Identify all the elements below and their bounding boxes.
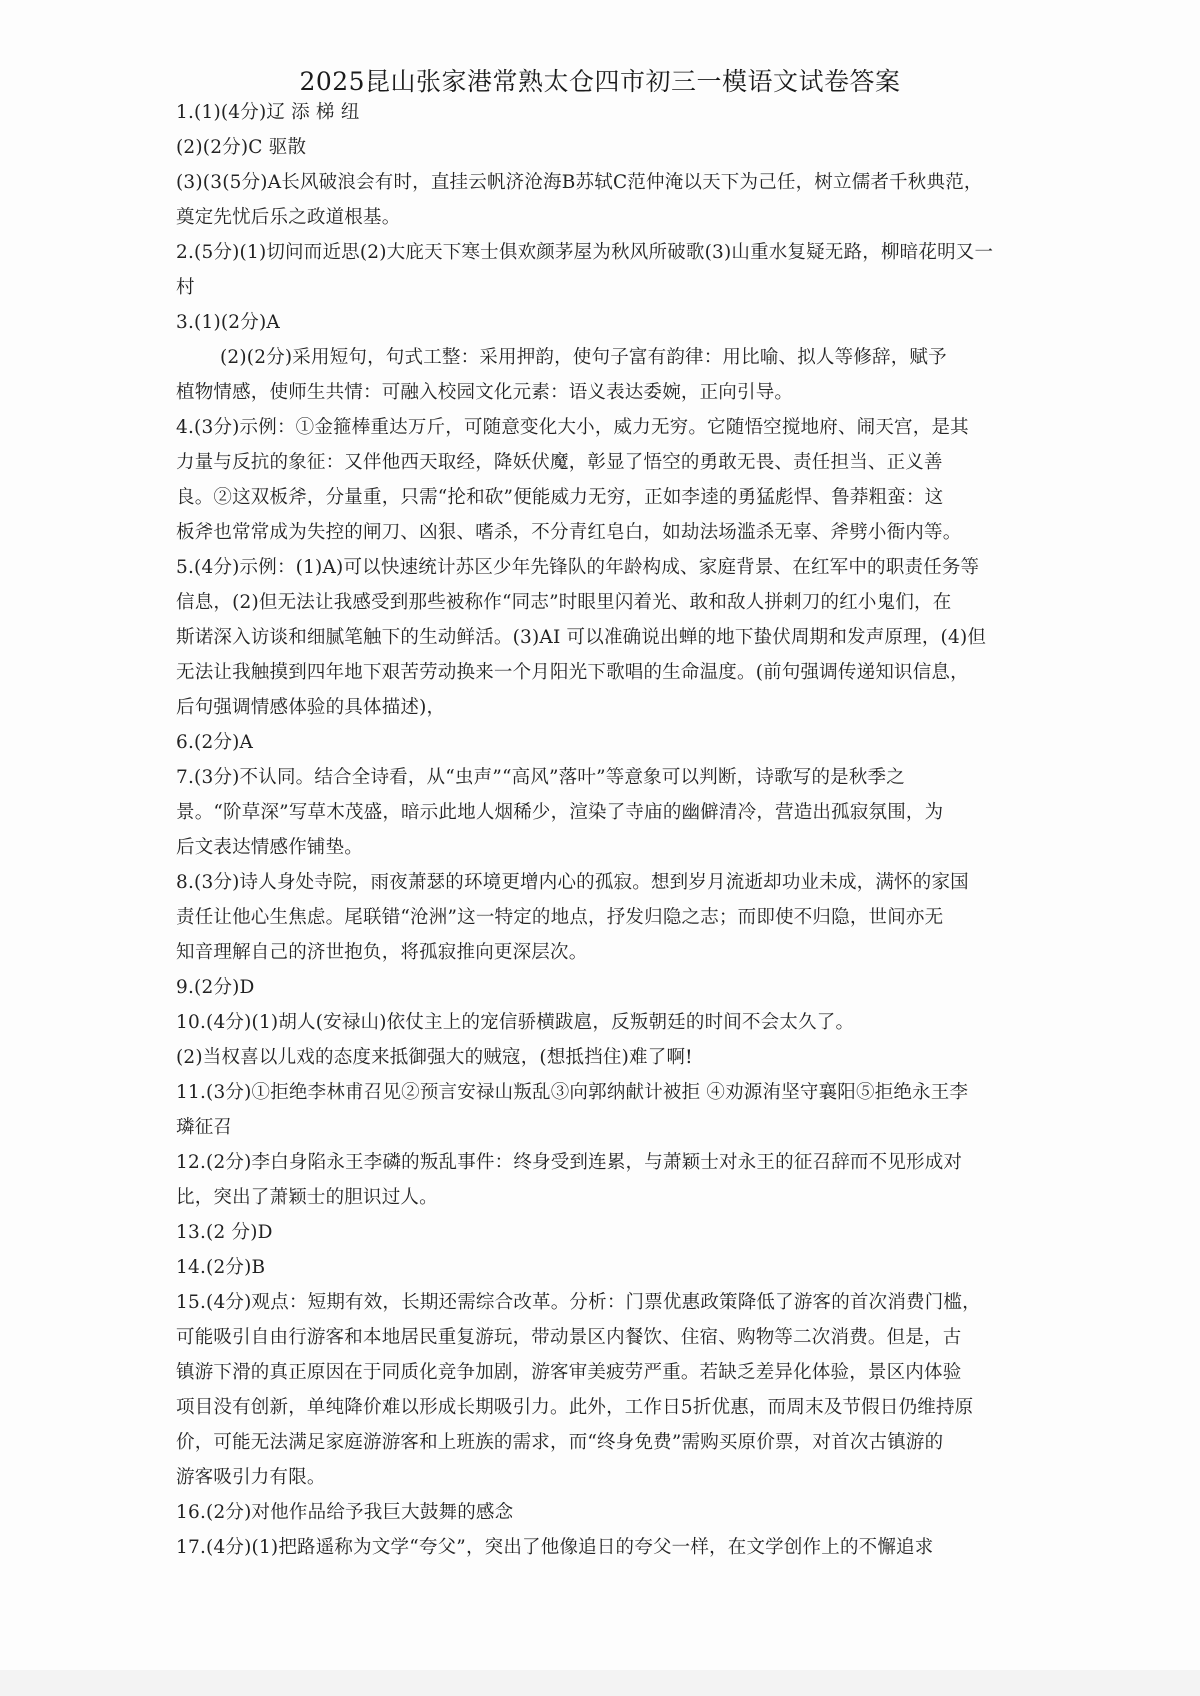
text-line: 责任让他心生焦虑。尾联错“沧洲”这一特定的地点，抒发归隐之志；而即使不归隐，世间亦无 bbox=[176, 907, 944, 928]
text-line: 植物情感，使师生共情：可融入校园文化元素：语义表达委婉，正向引导。 bbox=[176, 382, 794, 403]
text-line: 游客吸引力有限。 bbox=[176, 1467, 326, 1488]
text-line: (2)(2分)采用短句，句式工整：采用押韵，使句子富有韵律：用比喻、拟人等修辞，赋予 bbox=[220, 347, 947, 368]
text-line: 3.(1)(2分)A bbox=[176, 312, 280, 333]
text-line: (2)(2分)C 驱散 bbox=[176, 137, 307, 158]
text-line: 价，可能无法满足家庭游游客和上班族的需求，而“终身免费”需购买原价票，对首次古镇游的 bbox=[176, 1432, 944, 1453]
text-line: 14.(2分)B bbox=[176, 1257, 266, 1278]
text-line: 5.(4分)示例：(1)A)可以快速统计苏区少年先锋队的年龄构成、家庭背景、在红军中的职责任务等 bbox=[176, 557, 980, 578]
text-line: 景。“阶草深”写草木茂盛，暗示此地人烟稀少，渲染了寺庙的幽僻清冷，营造出孤寂氛围，为 bbox=[176, 802, 944, 823]
text-line: 无法让我触摸到四年地下艰苦劳动换来一个月阳光下歌唱的生命温度。(前句强调传递知识信息， bbox=[176, 662, 969, 683]
text-line: 板斧也常常成为失控的闸刀、凶狠、嗜杀，不分青红皂白，如劫法场滥杀无辜、斧劈小衙内等。 bbox=[176, 522, 962, 543]
text-line: 4.(3分)示例：①金箍棒重达万斤，可随意变化大小，威力无穷。它随悟空搅地府、闹天宫，是其 bbox=[176, 417, 969, 438]
text-line: 7.(3分)不认同。结合全诗看，从“虫声”“高风”落叶”等意象可以判断，诗歌写的是秋季之 bbox=[176, 767, 905, 788]
text-line: 11.(3分)①拒绝李林甫召见②预言安禄山叛乱③向郭纳献计被拒 ④劝源洧坚守襄阳⑤拒绝永王李 bbox=[176, 1082, 969, 1103]
text-line: 信息，(2)但无法让我感受到那些被称作“同志”时眼里闪着光、敢和敌人拼刺刀的红小鬼们，在 bbox=[176, 592, 952, 613]
text-line: 1.(1)(4分)辽 添 梯 纽 bbox=[176, 102, 360, 123]
text-line: 项目没有创新，单纯降价难以形成长期吸引力。此外，工作日5折优惠，而周末及节假日仍维持原 bbox=[176, 1397, 974, 1418]
text-line: 力量与反抗的象征：又伴他西天取经，降妖伏魔，彰显了悟空的勇敢无畏、责任担当、正义善 bbox=[176, 452, 943, 473]
text-line: 比，突出了萧颖士的胆识过人。 bbox=[176, 1187, 438, 1208]
text-line: 13.(2 分)D bbox=[176, 1222, 273, 1243]
text-line: 斯诺深入访谈和细腻笔触下的生动鲜活。(3)AI 可以准确说出蝉的地下蛰伏周期和发声原理，(4)但 bbox=[176, 627, 987, 648]
text-line: 6.(2分)A bbox=[176, 732, 254, 753]
text-line: 璘征召 bbox=[176, 1117, 233, 1138]
document-title: 2025昆山张家港常熟太仓四市初三一模语文试卷答案 bbox=[299, 67, 901, 96]
text-line: 奠定先忧后乐之政道根基。 bbox=[176, 207, 401, 228]
text-line: 15.(4分)观点：短期有效，长期还需综合改革。分析：门票优惠政策降低了游客的首次消费门槛， bbox=[176, 1292, 981, 1313]
text-line: 可能吸引自由行游客和本地居民重复游玩，带动景区内餐饮、住宿、购物等二次消费。但是，古 bbox=[176, 1327, 962, 1348]
text-line: 村 bbox=[176, 277, 195, 298]
text-line: 12.(2分)李白身陷永王李磷的叛乱事件：终身受到连累，与萧颖士对永王的征召辞而不见形成对 bbox=[176, 1152, 963, 1173]
text-line: 知音理解自己的济世抱负，将孤寂推向更深层次。 bbox=[176, 942, 588, 963]
text-line: 16.(2分)对他作品给予我巨大鼓舞的感念 bbox=[176, 1502, 514, 1523]
page-bottom-edge bbox=[0, 1670, 1200, 1696]
text-line: 10.(4分)(1)胡人(安禄山)依仗主上的宠信骄横跋扈，反叛朝廷的时间不会太久了。 bbox=[176, 1012, 855, 1033]
text-line: 8.(3分)诗人身处寺院，雨夜萧瑟的环境更增内心的孤寂。想到岁月流逝却功业未成，满怀的家国 bbox=[176, 872, 969, 893]
text-line: 17.(4分)(1)把路遥称为文学“夸父”，突出了他像追日的夸父一样，在文学创作上的不懈追求 bbox=[176, 1537, 934, 1558]
text-line: 良。②这双板斧，分量重，只需“抡和砍”便能威力无穷，正如李逵的勇猛彪悍、鲁莽粗蛮：这 bbox=[176, 487, 944, 508]
text-line: (3)(3(5分)A长风破浪会有时，直挂云帆济沧海B苏轼C范仲淹以天下为己任，树立儒者千秋典范， bbox=[176, 172, 983, 193]
text-line: 后文表达情感作铺垫。 bbox=[176, 837, 364, 858]
text-line: 后句强调情感体验的具体描述)， bbox=[176, 697, 446, 718]
text-line: (2)当权喜以儿戏的态度来抵御强大的贼寇，(想抵挡住)难了啊! bbox=[176, 1047, 693, 1068]
text-line: 2.(5分)(1)切问而近思(2)大庇天下寒士俱欢颜茅屋为秋风所破歌(3)山重水复疑无路，柳暗花明又一 bbox=[176, 242, 994, 263]
text-line: 镇游下滑的真正原因在于同质化竞争加剧，游客审美疲劳严重。若缺乏差异化体验，景区内体验 bbox=[176, 1362, 962, 1383]
text-line: 9.(2分)D bbox=[176, 977, 255, 998]
